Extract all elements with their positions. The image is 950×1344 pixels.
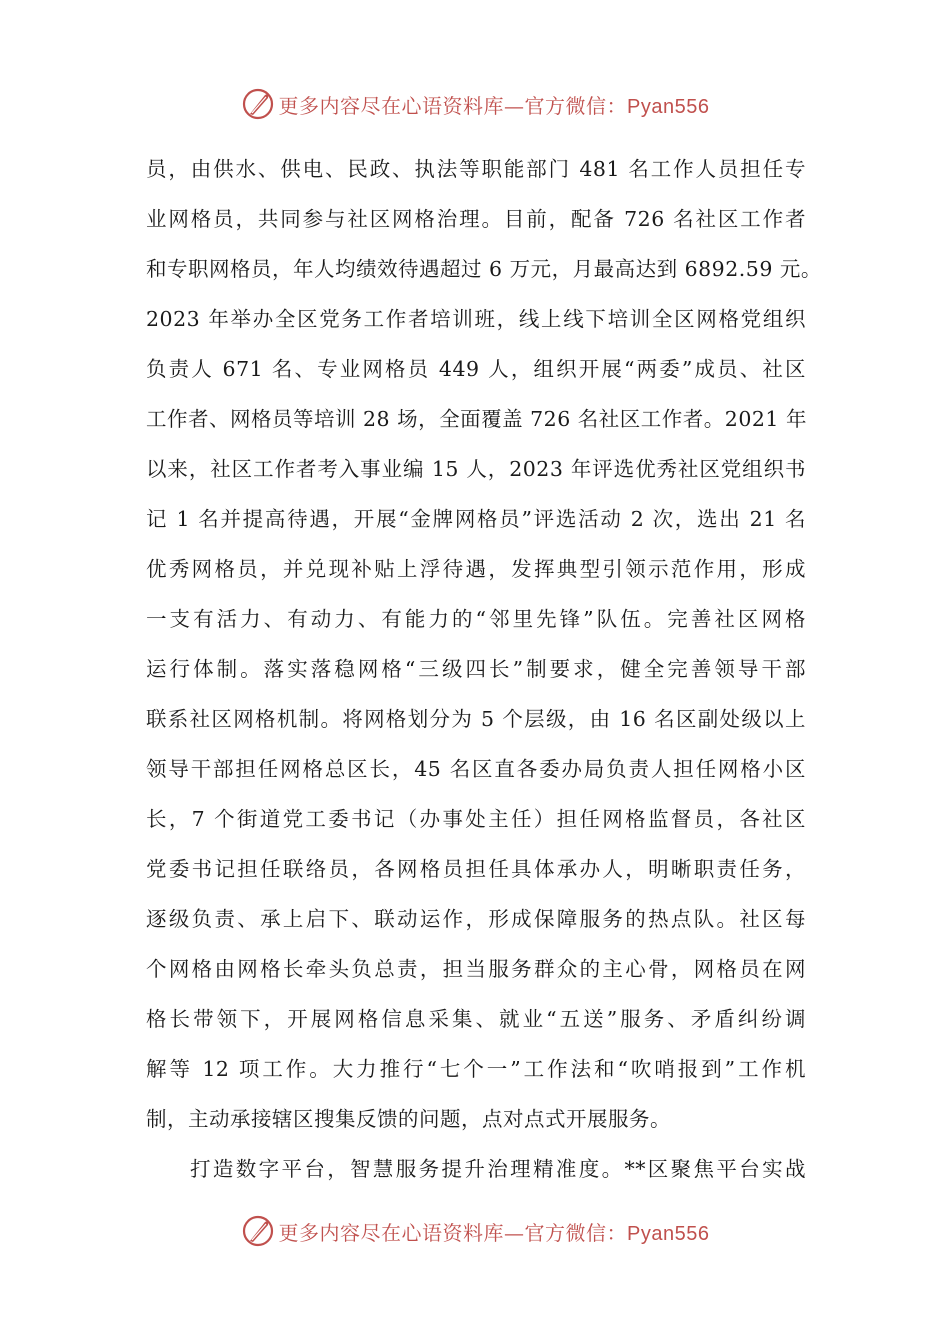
text-line-paragraph-start: 打造数字平台，智慧服务提升治理精准度。**区聚焦平台实战 xyxy=(190,1157,806,1181)
footer-watermark-banner xyxy=(0,1209,950,1253)
text-line: 记 1 名并提高待遇，开展“金牌网格员”评选活动 2 次，选出 21 名 xyxy=(146,507,806,531)
wechat-id: Pyan556 xyxy=(627,95,710,118)
text-line: 逐级负责、承上启下、联动运作，形成保障服务的热点队。社区每 xyxy=(146,907,806,931)
text-line: 2023 年举办全区党务工作者培训班，线上线下培训全区网格党组织 xyxy=(146,307,806,331)
text-line: 长，7 个街道党工委书记（办事处主任）担任网格监督员，各社区 xyxy=(146,807,806,831)
text-line: 联系社区网格机制。将网格划分为 5 个层级，由 16 名区副处级以上 xyxy=(146,707,806,731)
footer-banner-text: 更多内容尽在心语资料库—官方微信：Pyan556 xyxy=(278,1220,710,1245)
text-line: 员，由供水、供电、民政、执法等职能部门 481 名工作人员担任专 xyxy=(146,157,806,181)
text-line: 一支有活力、有动力、有能力的“邻里先锋”队伍。完善社区网格 xyxy=(146,607,806,631)
text-line: 领导干部担任网格总区长，45 名区直各委办局负责人担任网格小区 xyxy=(146,757,806,781)
text-line: 业网格员，共同参与社区网格治理。目前，配备 726 名社区工作者 xyxy=(146,207,806,231)
text-line: 负责人 671 名、专业网格员 449 人，组织开展“两委”成员、社区 xyxy=(146,357,806,381)
text-line: 个网格由网格长牵头负总责，担当服务群众的主心骨，网格员在网 xyxy=(146,957,806,981)
text-line: 格长带领下，开展网格信息采集、就业“五送”服务、矛盾纠纷调 xyxy=(146,1007,806,1031)
wechat-id: Pyan556 xyxy=(627,1222,710,1245)
quill-logo-icon xyxy=(241,87,275,121)
text-line: 优秀网格员，并兑现补贴上浮待遇，发挥典型引领示范作用，形成 xyxy=(146,557,806,581)
text-line: 工作者、网格员等培训 28 场，全面覆盖 726 名社区工作者。2021 年 xyxy=(146,407,807,431)
text-line: 和专职网格员，年人均绩效待遇超过 6 万元，月最高达到 6892.59 元。 xyxy=(146,257,822,281)
text-line: 运行体制。落实落稳网格“三级四长”制要求，健全完善领导干部 xyxy=(146,657,806,681)
document-body xyxy=(146,144,822,1194)
text-line-paragraph-end: 制，主动承接辖区搜集反馈的问题，点对点式开展服务。 xyxy=(146,1107,671,1131)
text-line: 党委书记担任联络员，各网格员担任具体承办人，明晰职责任务， xyxy=(146,857,806,881)
header-banner-text: 更多内容尽在心语资料库—官方微信：Pyan556 xyxy=(278,93,710,118)
text-line: 解等 12 项工作。大力推行“七个一”工作法和“吹哨报到”工作机 xyxy=(146,1057,806,1081)
header-watermark-banner xyxy=(0,82,950,126)
quill-logo-icon xyxy=(241,1214,275,1248)
text-line: 以来，社区工作者考入事业编 15 人，2023 年评选优秀社区党组织书 xyxy=(146,457,806,481)
